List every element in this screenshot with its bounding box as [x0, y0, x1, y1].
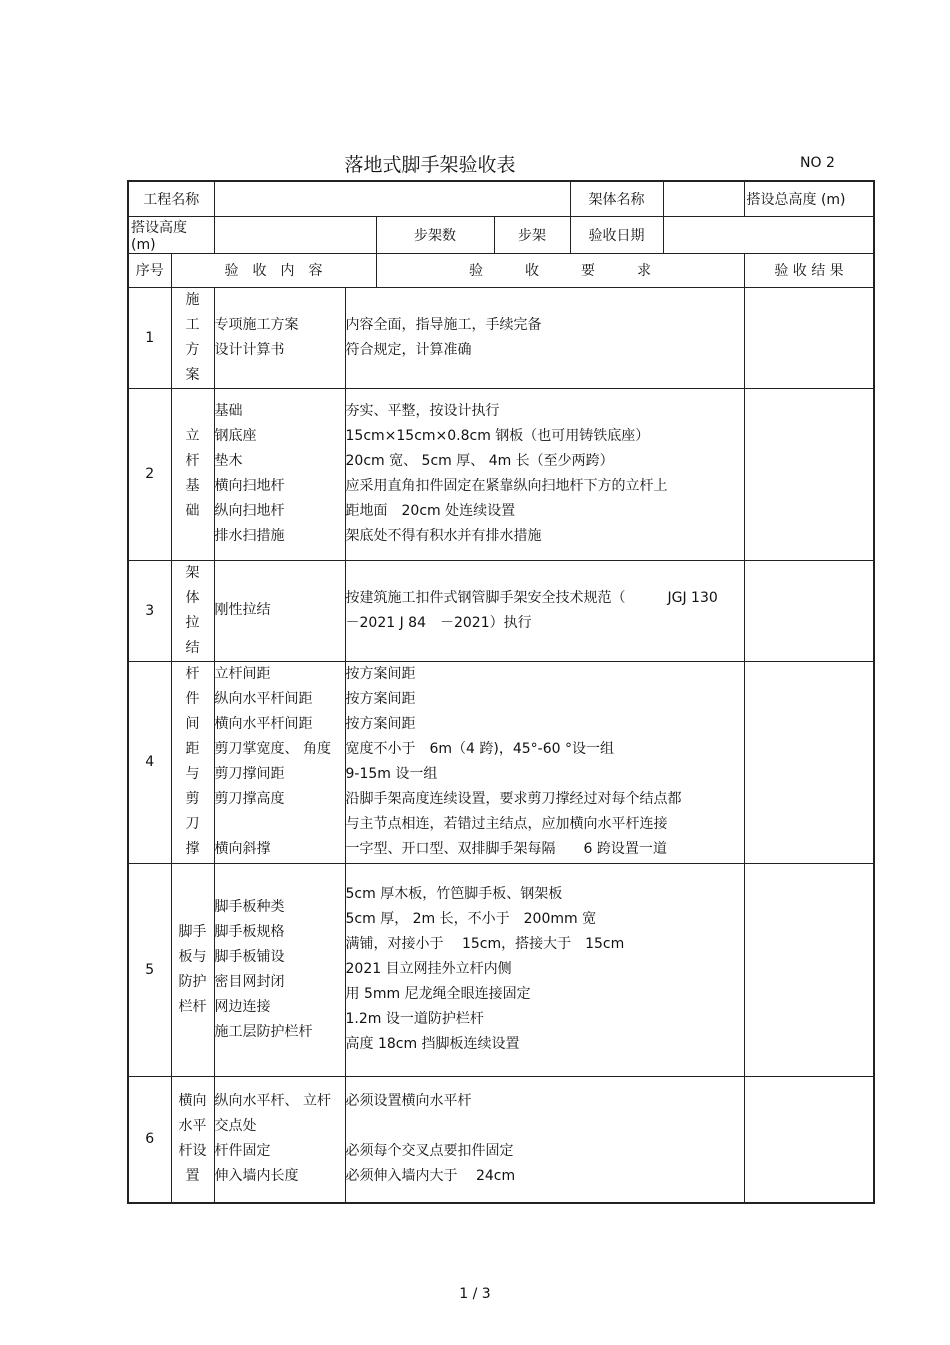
section-requirements: 按方案间距 按方案间距 按方案间距 宽度不小于 6m（4 跨)，45°-60 °设一组 9-15m 设一组 沿脚手架高度连续设置，要求剪刀撑经过对每个结点都 与主节点相连，若错过主结点，应加横向水平杆连接 一字型、开口型、双排脚手架每隔 6 跨设置一道 [345, 661, 744, 863]
project-name-field[interactable] [214, 181, 570, 216]
section-number: 6 [128, 1076, 171, 1203]
frame-name-field[interactable] [663, 181, 744, 216]
section-result[interactable] [744, 287, 874, 388]
doc-number: NO 2 [800, 155, 835, 171]
section-requirements: 必须设置横向水平杆 必须每个交叉点要扣件固定 必须伸入墙内大于 24cm [345, 1076, 744, 1203]
section-result[interactable] [744, 661, 874, 863]
seq-header: 序号 [128, 253, 171, 287]
section-items: 刚性拉结 [214, 560, 345, 661]
section-result[interactable] [744, 560, 874, 661]
section-requirements: 内容全面，指导施工，手续完备 符合规定，计算准确 [345, 287, 744, 388]
section-items: 基础 钢底座 垫木 横向扫地杆 纵向扫地杆 排水扫措施 [214, 388, 345, 560]
acceptance-table [127, 180, 873, 1204]
page-number: 1 / 3 [459, 1286, 491, 1302]
section-category: 杆 件 间 距 与 剪 刀 撑 [171, 661, 214, 863]
step-label: 步架 [494, 216, 570, 253]
section-number: 1 [128, 287, 171, 388]
section-result[interactable] [744, 863, 874, 1076]
section-category: 脚手 板与 防护 栏杆 [171, 863, 214, 1076]
section-items: 纵向水平杆、 立杆 交点处 杆件固定 伸入墙内长度 [214, 1076, 345, 1203]
page-title: 落地式脚手架验收表 [344, 154, 516, 176]
content-header: 验 收 内 容 [171, 253, 376, 287]
section-category: 架 体 拉 结 [171, 560, 214, 661]
section-row [128, 388, 874, 560]
section-row [128, 863, 874, 1076]
section-number: 3 [128, 560, 171, 661]
date-field[interactable] [663, 216, 874, 253]
section-number: 2 [128, 388, 171, 560]
total-height-label: 搭设总高度 (m) [744, 181, 874, 216]
date-label: 验收日期 [570, 216, 663, 253]
section-requirements: 夯实、平整，按设计执行 15cm×15cm×0.8cm 钢板（也可用铸铁底座） 20cm 宽、 5cm 厚、 4m 长（至少两跨） 应采用直角扣件固定在紧靠纵向扫地杆下方的立杆上 距地面 20cm 处连续设置 架底处不得有积水并有排水措施 [345, 388, 744, 560]
project-name-label: 工程名称 [128, 181, 214, 216]
section-requirements: 按建筑施工扣件式钢管脚手架安全技术规范（ JGJ 130 －2021 J 84 －2021）执行 [345, 560, 744, 661]
section-row [128, 1076, 874, 1203]
section-number: 4 [128, 661, 171, 863]
section-result[interactable] [744, 388, 874, 560]
height-field[interactable] [214, 216, 376, 253]
section-row [128, 287, 874, 388]
section-items: 立杆间距 纵向水平杆间距 横向水平杆间距 剪刀掌宽度、 角度 剪刀撑间距 剪刀撑高度 横向斜撑 [214, 661, 345, 863]
section-items: 专项施工方案 设计计算书 [214, 287, 345, 388]
section-items: 脚手板种类 脚手板规格 脚手板铺设 密目网封闭 网边连接 施工层防护栏杆 [214, 863, 345, 1076]
result-header: 验 收 结 果 [744, 253, 874, 287]
section-category: 横向 水平 杆设 置 [171, 1076, 214, 1203]
requirement-header: 验 收 要 求 [376, 253, 744, 287]
frame-name-label: 架体名称 [570, 181, 663, 216]
section-row [128, 661, 874, 863]
step-count-label: 步架数 [376, 216, 494, 253]
section-category: 施 工 方 案 [171, 287, 214, 388]
section-number: 5 [128, 863, 171, 1076]
section-requirements: 5cm 厚木板，竹笆脚手板、钢架板 5cm 厚， 2m 长，不小于 200mm 宽 满铺，对接小于 15cm，搭接大于 15cm 2021 目立网挂外立杆内侧 用 5mm 尼龙绳全眼连接固定 1.2m 设一道防护栏杆 高度 18cm 挡脚板连续设置 [345, 863, 744, 1076]
height-label: 搭设高度 (m) [128, 216, 214, 253]
section-result[interactable] [744, 1076, 874, 1203]
section-row [128, 560, 874, 661]
section-category: 立 杆 基 础 [171, 388, 214, 560]
